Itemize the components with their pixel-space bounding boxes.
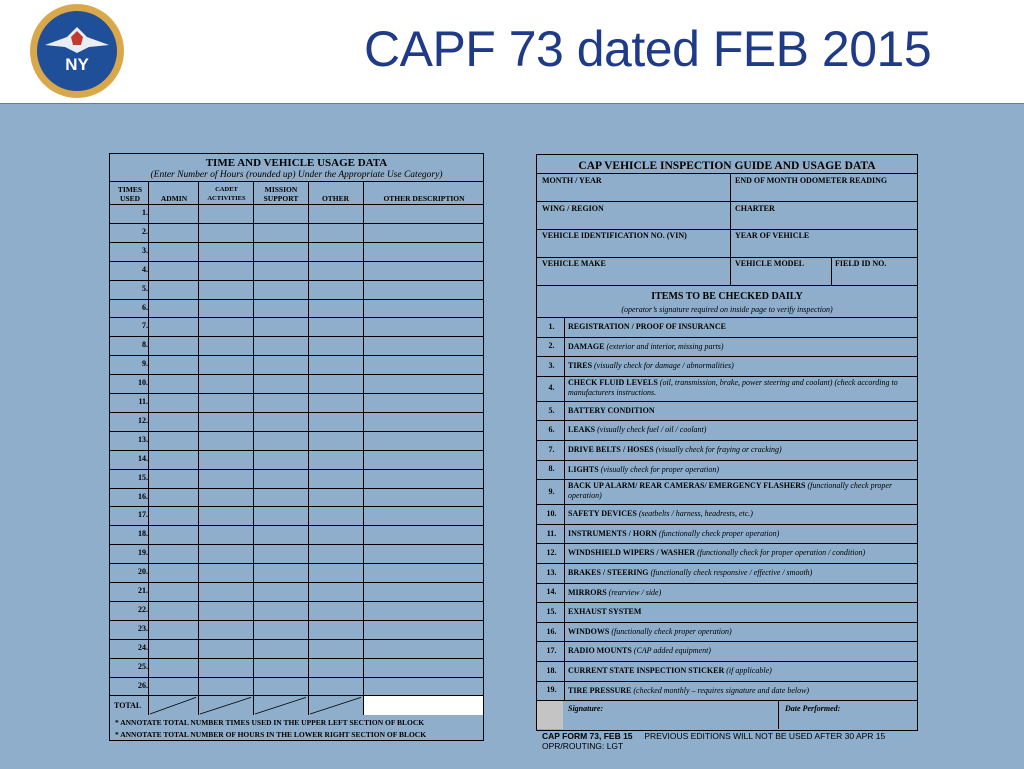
row-number: 13. [138,434,148,444]
table-row[interactable] [110,488,483,489]
row-number: 3. [142,245,148,255]
logo-text: NY [65,55,89,74]
col-mission-support: MISSION SUPPORT [263,185,299,203]
row-number: 22. [138,604,148,614]
item-number: 8. [548,464,555,474]
editions-note: PREVIOUS EDITIONS WILL NOT BE USED AFTER 30 APR 15 [644,731,886,741]
item-note: (checked monthly – requires signature and date below) [633,685,810,695]
table-row[interactable] [110,393,483,394]
usage-data-form [109,153,484,741]
inspection-item [568,445,908,455]
date-performed-label[interactable]: Date Performed: [785,704,841,714]
inspection-item [568,607,908,617]
inspection-item [568,568,908,578]
wing-emblem-icon [37,11,117,91]
divider [537,602,917,603]
col-other-description: OTHER DESCRIPTION [383,194,465,203]
item-label: SAFETY DEVICES [568,509,637,519]
table-row[interactable] [110,563,483,564]
table-row[interactable] [110,412,483,413]
divider [537,460,917,461]
table-row[interactable] [110,658,483,659]
annotation-note: * ANNOTATE TOTAL NUMBER TIMES USED IN THE UPPER LEFT SECTION OF BLOCK [115,718,425,727]
divider [537,583,917,584]
divider [537,440,917,441]
item-label: CURRENT STATE INSPECTION STICKER [568,666,725,675]
column-divider [198,181,199,715]
field-model[interactable]: VEHICLE MODEL [735,259,805,268]
page-title: CAPF 73 dated FEB 2015 [364,21,932,77]
item-number: 2. [548,341,555,351]
item-label: TIRE PRESSURE [568,685,632,695]
item-label: LEAKS [568,425,596,435]
divider [537,681,917,682]
item-label: TIRES [568,361,593,371]
table-row[interactable] [110,506,483,507]
table-row[interactable] [110,525,483,526]
item-number: 16. [546,626,557,636]
inspection-item [568,406,908,416]
table-row[interactable] [110,261,483,262]
row-number: 12. [138,415,148,425]
item-number: 5. [548,405,555,415]
item-label: MIRRORS [568,587,607,597]
row-number: 16. [138,491,148,501]
inspection-item [568,465,908,475]
total-diagonal [150,697,196,714]
item-number: 13. [546,567,557,577]
column-divider [363,181,364,715]
column-divider [308,181,309,715]
table-row[interactable] [110,431,483,432]
row-number: 6. [142,302,148,312]
item-note: (CAP added equipment) [633,646,711,656]
divider [537,401,917,402]
col-cadet-activities: CADET ACTIVITIES [207,186,246,202]
divider [778,700,779,729]
table-row[interactable] [110,223,483,224]
inspection-item [568,481,908,501]
inspection-item [568,361,908,371]
table-row[interactable] [110,355,483,356]
divider [564,317,565,700]
row-number: 19. [138,548,148,558]
field-odometer[interactable]: END OF MONTH ODOMETER READING [735,176,888,185]
table-row[interactable] [110,469,483,470]
col-times-used: TIMES USED [117,185,143,203]
table-row[interactable] [110,544,483,545]
divider [537,641,917,642]
row-number: 14. [138,453,148,463]
row-number: 9. [142,359,148,369]
table-row[interactable] [110,280,483,281]
item-label: BACK UP ALARM/ REAR CAMERAS/ EMERGENCY FLASHERS [568,481,806,491]
item-note: (visually check fuel / oil / coolant) [597,425,707,435]
row-number: 15. [138,472,148,482]
inspection-form-title: CAP VEHICLE INSPECTION GUIDE AND USAGE DATA [578,160,876,172]
item-note: (functionally check proper operation) [611,626,732,636]
total-diagonal [310,697,361,714]
item-label: BRAKES / STEERING [568,568,649,577]
table-row[interactable] [110,582,483,583]
divider [537,700,917,701]
inspection-item [568,588,908,598]
row-number: 20. [138,567,148,577]
items-subtitle: (operator’s signature required on inside page to verify inspection) [621,305,833,314]
item-label: RADIO MOUNTS [568,646,632,656]
table-row[interactable] [110,450,483,451]
divider [537,504,917,505]
divider [537,201,917,202]
field-month-year[interactable]: MONTH / YEAR [542,176,602,185]
item-label: LIGHTS [568,464,599,474]
item-note: (exterior and interior, missing parts) [606,341,724,351]
divider [537,543,917,544]
item-number: 10. [546,509,557,518]
form-footer [542,731,885,751]
field-year[interactable]: YEAR OF VEHICLE [735,231,810,240]
form-id: CAP FORM 73, FEB 15 [542,731,633,741]
divider [537,376,917,377]
item-label: CHECK FLUID LEVELS [568,377,658,387]
item-label: BATTERY CONDITION [568,405,655,415]
item-note: (visually check for proper operation) [600,464,720,474]
item-note: (functionally check proper operation) [658,528,780,538]
signature-label[interactable]: Signature: [568,704,604,714]
inspection-item [568,509,908,519]
inspection-item [568,425,908,435]
field-charter[interactable]: CHARTER [735,204,775,213]
item-number: 15. [546,607,557,616]
item-note: (visually check for fraying or cracking) [655,445,782,454]
item-note: (rearview / side) [608,587,662,597]
col-other: OTHER [321,194,350,203]
total-diagonal [200,697,251,714]
row-number: 21. [138,586,148,595]
table-row[interactable] [110,601,483,602]
item-note: (functionally check proper operation) [568,481,893,501]
field-field-id[interactable]: FIELD ID NO. [835,259,887,268]
item-note: (seatbelts / harness, headrests, etc.) [638,509,753,519]
item-number: 12. [546,548,557,558]
table-row[interactable] [110,677,483,678]
column-divider [253,181,254,715]
col-admin: ADMIN [160,194,188,203]
table-row[interactable] [110,695,483,696]
row-number: 10. [138,378,148,388]
item-number: 7. [548,444,555,454]
routing-note: OPR/ROUTING: LGT [542,741,624,751]
row-number: 5. [142,283,148,293]
divider [537,479,917,480]
usage-form-title: TIME AND VEHICLE USAGE DATA [205,157,388,169]
inspection-item [568,548,908,558]
item-number: 18. [546,665,557,675]
item-number: 11. [546,528,557,538]
item-number: 17. [546,646,557,656]
inspection-item [568,646,908,656]
row-number: 26. [138,680,148,690]
item-label: DRIVE BELTS / HOSES [568,445,654,454]
divider [537,285,917,286]
signature-shade [537,701,563,729]
row-number: 11. [138,397,148,406]
item-label: EXHAUST SYSTEM [568,607,642,617]
table-row[interactable] [110,317,483,318]
item-note: (visually check for damage / abnormalities) [594,361,734,371]
row-number: 24. [138,642,148,652]
item-number: 3. [548,361,555,370]
divider [537,356,917,357]
item-note: (if applicable) [726,666,772,675]
table-row[interactable] [110,374,483,375]
row-number: 1. [142,208,148,217]
table-row[interactable] [110,336,483,337]
row-number: 2. [142,226,148,236]
divider [537,622,917,623]
slide-header [0,0,1024,103]
field-make[interactable]: VEHICLE MAKE [542,259,606,268]
divider [537,661,917,662]
item-note: (functionally check for proper operation / condition) [697,548,866,558]
divider [537,524,917,525]
row-number: 25. [138,661,148,671]
divider [831,257,832,285]
inspection-item [568,686,908,696]
total-diagonal [255,697,306,714]
inspection-item [568,342,908,352]
item-number: 4. [548,383,555,393]
item-note: (oil, transmission, brake, power steering and coolant) (check according to manufacturers instructions. [568,377,898,397]
divider [537,420,917,421]
item-label: WINDOWS [568,626,610,636]
column-divider [148,181,149,715]
inspection-item [568,529,908,539]
ny-wing-patch-logo [30,4,124,98]
annotation-note: * ANNOTATE TOTAL NUMBER OF HOURS IN THE LOWER RIGHT SECTION OF BLOCK [115,730,427,739]
inspection-item [568,378,908,398]
divider [537,173,917,174]
divider [110,204,483,205]
divider [537,229,917,230]
inspection-item [568,627,908,637]
divider [537,317,917,318]
divider [537,257,917,258]
row-number: 23. [138,623,148,633]
item-number: 19. [546,685,557,695]
item-note: (functionally check responsive / effective / smooth) [650,568,813,577]
row-number: 18. [138,529,148,539]
row-number: 8. [142,340,148,350]
inspection-item [568,666,908,676]
field-vin[interactable]: VEHICLE IDENTIFICATION NO. (VIN) [542,231,687,240]
item-number: 14. [546,587,557,597]
table-row[interactable] [110,639,483,640]
item-label: DAMAGE [568,341,605,351]
item-number: 1. [548,321,555,331]
items-title: ITEMS TO BE CHECKED DAILY [651,291,803,302]
item-number: 9. [548,486,555,496]
table-row[interactable] [110,299,483,300]
table-row[interactable] [110,242,483,243]
total-label: TOTAL [114,701,142,711]
row-number: 7. [142,321,148,331]
item-label: INSTRUMENTS / HORN [568,528,657,538]
usage-form-subtitle: (Enter Number of Hours (rounded up) Under the Appropriate Use Category) [150,170,443,180]
item-label: REGISTRATION / PROOF OF INSURANCE [568,322,726,331]
inspection-guide-form [536,154,918,731]
item-number: 6. [548,425,555,435]
table-row[interactable] [110,620,483,621]
row-number: 17. [138,510,148,520]
field-wing-region[interactable]: WING / REGION [542,204,604,213]
divider [537,563,917,564]
divider [537,337,917,338]
item-label: WINDSHIELD WIPERS / WASHER [568,548,696,558]
row-number: 4. [142,264,148,274]
inspection-item [568,322,908,332]
